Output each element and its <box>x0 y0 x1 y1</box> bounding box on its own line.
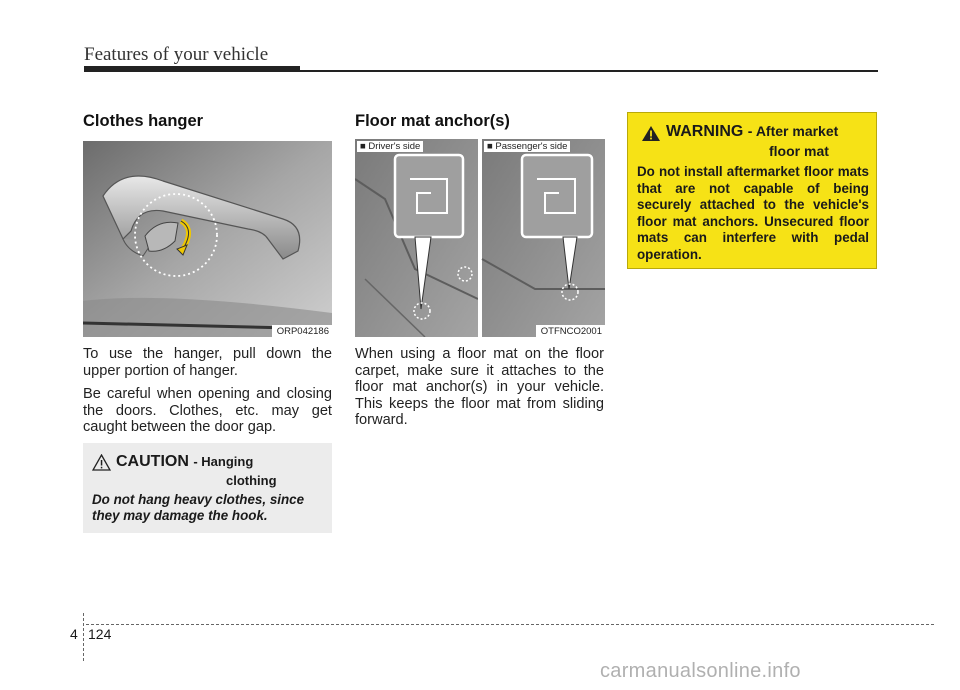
footer-divider <box>83 613 84 661</box>
caution-label: CAUTION <box>116 453 189 470</box>
chapter-number: 4 <box>70 626 78 642</box>
clothes-hanger-paragraph-1: To use the hanger, pull down the upper portion of hanger. <box>83 346 332 379</box>
warning-title-line2: floor mat <box>769 143 829 159</box>
warning-box <box>627 112 877 269</box>
passengers-side-label: ■ Passenger's side <box>484 141 570 152</box>
warning-label: WARNING <box>666 123 744 140</box>
clothes-hanger-image-code: ORP042186 <box>272 325 332 337</box>
page-number: 124 <box>88 626 112 642</box>
clothes-hanger-text <box>83 346 332 443</box>
floor-mat-heading: Floor mat anchor(s) <box>355 112 510 130</box>
clothes-hanger-heading: Clothes hanger <box>83 112 204 130</box>
caution-title-line2: clothing <box>226 473 277 488</box>
caution-box <box>83 443 332 533</box>
clothes-hanger-illustration <box>83 141 332 337</box>
floor-mat-illustration <box>355 139 605 337</box>
caution-title-line1: - Hanging <box>193 454 254 469</box>
warning-triangle-icon <box>641 125 661 142</box>
section-title: Features of your vehicle <box>84 44 269 65</box>
floor-mat-image-code: OTFNCO2001 <box>536 325 605 337</box>
header-rule <box>84 70 878 72</box>
clothes-hanger-paragraph-2: Be careful when opening and closing the doors. Clothes, etc. may get caught between the door gap. <box>83 386 332 435</box>
warning-title <box>666 123 838 141</box>
drivers-side-label: ■ Driver's side <box>357 141 423 152</box>
caution-body: Do not hang heavy clothes, since they may damage the hook. <box>92 492 305 523</box>
caution-title <box>116 453 253 471</box>
floor-mat-paragraph: When using a floor mat on the floor carpet, make sure it attaches to the floor mat anchor(s) in your vehicle. This keeps the floor mat from sliding forward. <box>355 346 604 428</box>
warning-body: Do not install aftermarket floor mats that are not capable of being securely attached to the vehicle's floor mat anchors. Unsecured floor mats can interfere with pedal operation. <box>637 164 869 262</box>
caution-triangle-icon <box>92 454 111 471</box>
watermark: carmanualsonline.info <box>600 660 801 682</box>
floor-mat-text <box>355 346 604 436</box>
warning-title-line1: - After market <box>747 123 839 139</box>
floor-mat-photo <box>355 139 605 337</box>
footer-rule <box>86 624 934 625</box>
clothes-hanger-photo <box>83 141 332 337</box>
